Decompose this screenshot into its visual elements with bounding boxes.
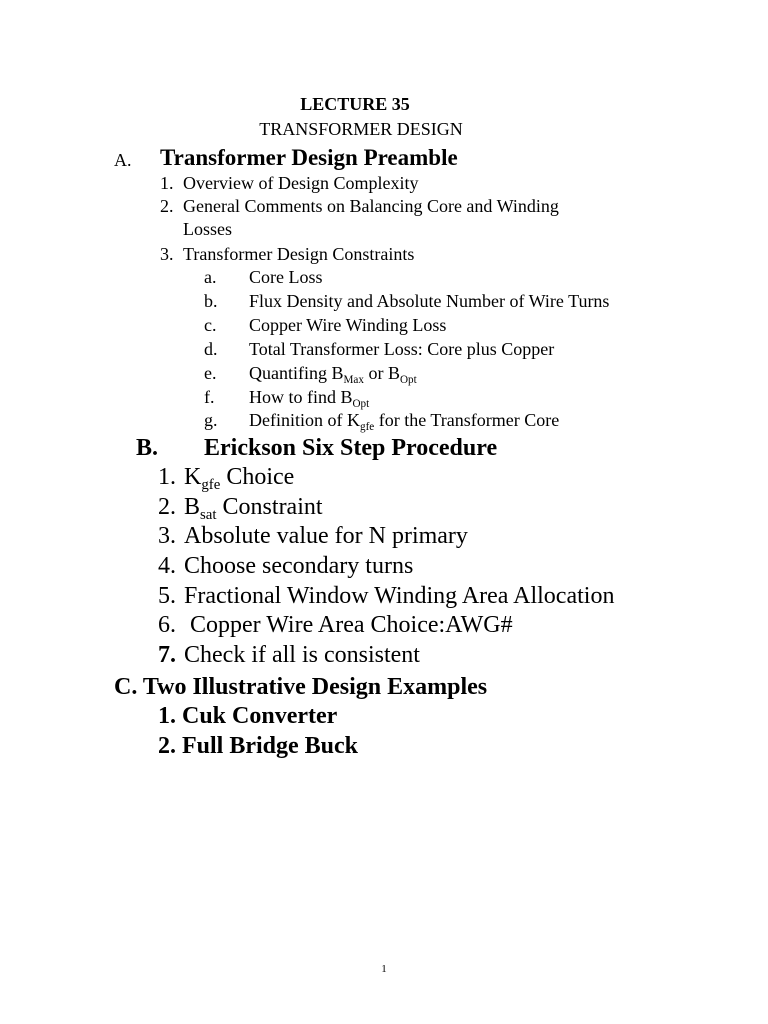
step-item: Absolute value for N primary <box>184 523 468 549</box>
step-number: 7. <box>158 642 176 668</box>
section-c-title: C. Two Illustrative Design Examples <box>114 674 488 700</box>
step-item: Copper Wire Area Choice:AWG# <box>190 612 513 638</box>
sublist-item-text: or B <box>363 363 400 383</box>
lecture-number: LECTURE 35 <box>300 94 410 114</box>
sublist-item: Total Transformer Loss: Core plus Copper <box>249 339 555 359</box>
sublist-item: Flux Density and Absolute Number of Wire Turns <box>249 291 610 311</box>
sublist-letter: c. <box>204 315 217 335</box>
step-text: Choice <box>220 464 295 490</box>
sublist-letter: d. <box>204 339 218 359</box>
step-number: 4. <box>158 553 176 579</box>
step-number: 6. <box>158 612 176 638</box>
sublist-letter: f. <box>204 387 215 407</box>
step-text: Constraint <box>216 494 323 520</box>
step-number: 1. <box>158 464 176 490</box>
list-item: Transformer Design Constraints <box>183 244 415 264</box>
example-item: Full Bridge Buck <box>182 733 359 759</box>
step-item: Fractional Window Winding Area Allocation <box>184 583 615 609</box>
step-item <box>184 464 295 494</box>
sublist-item-text: for the Transformer Core <box>374 410 560 430</box>
step-text: K <box>184 464 202 490</box>
list-number: 3. <box>160 244 174 264</box>
subscript: gfe <box>359 420 375 433</box>
sublist-item-text: How to find B <box>249 387 353 407</box>
step-number: 3. <box>158 523 176 549</box>
list-number: 2. <box>160 196 174 216</box>
section-b-marker: B. <box>136 435 159 461</box>
sublist-letter: a. <box>204 267 217 287</box>
sublist-item <box>249 363 417 386</box>
example-number: 2. <box>158 733 176 759</box>
subscript: Opt <box>352 397 370 410</box>
step-number: 5. <box>158 583 176 609</box>
subscript: sat <box>200 507 217 524</box>
sublist-item-text: Definition of K <box>249 410 360 430</box>
section-a-marker: A. <box>114 150 132 170</box>
subscript: gfe <box>201 477 221 494</box>
step-number: 2. <box>158 494 176 520</box>
sublist-letter: b. <box>204 291 218 311</box>
sublist-letter: e. <box>204 363 217 383</box>
subscript: Opt <box>399 373 417 386</box>
list-item-continuation: Losses <box>183 219 232 239</box>
step-text: B <box>184 494 201 520</box>
page-number: 1 <box>381 963 387 975</box>
sublist-item <box>249 410 560 433</box>
example-item: Cuk Converter <box>182 703 338 729</box>
sublist-letter: g. <box>204 410 218 430</box>
step-item: Choose secondary turns <box>184 553 414 579</box>
section-a-title: Transformer Design Preamble <box>160 145 458 170</box>
subscript: Max <box>343 373 364 386</box>
sublist-item: Core Loss <box>249 267 323 287</box>
sublist-item: Copper Wire Winding Loss <box>249 315 447 335</box>
example-number: 1. <box>158 703 176 729</box>
lecture-title: TRANSFORMER DESIGN <box>259 119 463 139</box>
list-item: Overview of Design Complexity <box>183 173 419 193</box>
list-number: 1. <box>160 173 174 193</box>
sublist-item <box>249 387 370 410</box>
step-item <box>184 494 323 524</box>
list-item: General Comments on Balancing Core and Winding <box>183 196 559 216</box>
step-item: Check if all is consistent <box>184 642 420 668</box>
sublist-item-text: Quantifing B <box>249 363 344 383</box>
section-b-title: Erickson Six Step Procedure <box>204 435 498 461</box>
